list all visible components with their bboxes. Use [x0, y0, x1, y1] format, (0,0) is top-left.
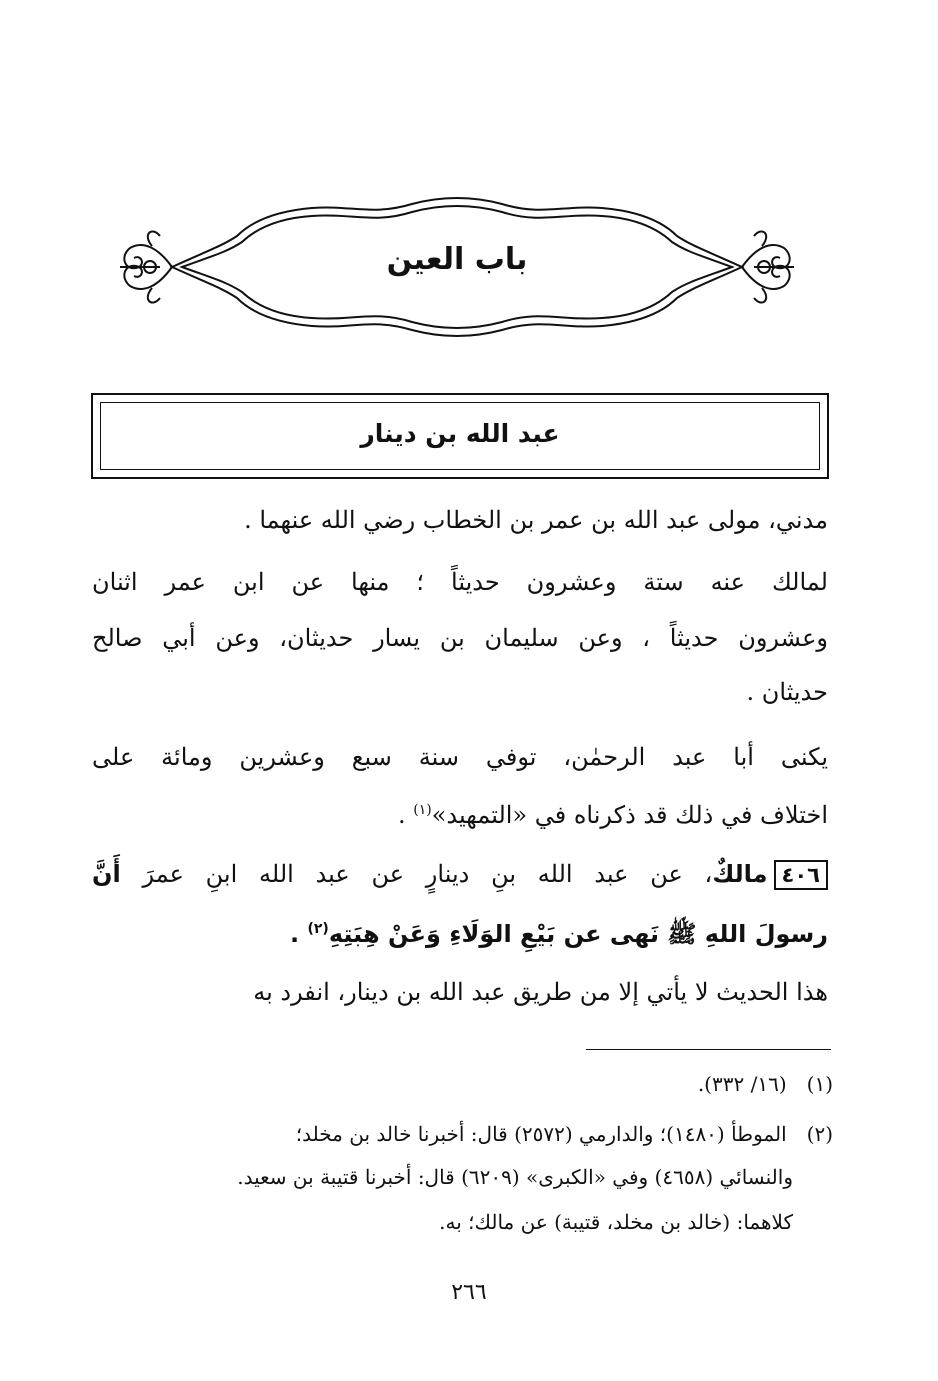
footnote-ref-1[interactable]: (١): [413, 802, 432, 818]
chapter-cartouche: [112, 196, 802, 338]
footnote-ref-2[interactable]: (٢): [307, 921, 329, 937]
chapter-title: باب العين: [386, 242, 528, 277]
paragraph-kunya-text: اختلاف في ذلك قد ذكرناه في «التمهيد»: [431, 801, 828, 829]
hadith-anna: أَنَّ: [92, 860, 121, 888]
hadith-line-2: [290, 913, 828, 950]
hadith-line-1: [92, 858, 828, 890]
footnote-1: [698, 1070, 833, 1098]
period: .: [289, 920, 308, 948]
paragraph-kunya-line-1: يكنى أبا عبد الرحمٰن، توفي سنة سبع وعشرين ومائة على: [92, 743, 828, 771]
section-title: عبد الله بن دينار: [360, 419, 560, 448]
paragraph-biography: مدني، مولى عبد الله بن عمر بن الخطاب رضي الله عنهما .: [244, 506, 828, 534]
footnote-text: الموطأ (١٤٨٠)؛ والدارمي (٢٥٧٢) قال: أخبرنا خالد بن مخلد؛: [295, 1122, 787, 1146]
hadith-matn: رسولَ اللهِ ﷺ نَهى عن بَيْعِ الوَلَاءِ وَعَنْ هِبَتِهِ: [328, 920, 828, 948]
footnote-mark: (١): [806, 1072, 833, 1096]
footnote-separator: [586, 1049, 831, 1050]
paragraph-commentary: هذا الحديث لا يأتي إلا من طريق عبد الله بن دينار، انفرد به: [253, 978, 828, 1006]
paragraph-kunya-line-2: [398, 794, 828, 831]
hadith-narrator-malik: مالكٌ: [712, 860, 768, 888]
footnote-2-line-1: [296, 1120, 833, 1148]
hadith-number-badge: ٤٠٦: [774, 860, 828, 890]
period: .: [398, 801, 414, 829]
paragraph-count-line-1: لمالك عنه ستة وعشرون حديثاً ؛ منها عن ابن عمر اثنان: [92, 568, 828, 596]
footnote-text: (١٦/ ٣٣٢).: [697, 1072, 787, 1096]
footnote-2-line-3: كلاهما: (خالد بن مخلد، قتيبة) عن مالك؛ به.: [439, 1210, 793, 1234]
footnote-2-line-2: والنسائي (٤٦٥٨) وفي «الكبرى» (٦٢٠٩) قال: أخبرنا قتيبة بن سعيد.: [237, 1165, 793, 1189]
paragraph-count-line-3: حديثان .: [746, 678, 828, 706]
paragraph-count-line-2: وعشرون حديثاً ، وعن سليمان بن يسار حديثان، وعن أبي صالح: [92, 624, 828, 652]
page-number: ٢٦٦: [451, 1280, 487, 1305]
hadith-chain: ، عن عبد الله بنِ دينارٍ عن عبد الله ابنِ عمرَ: [142, 860, 713, 888]
footnote-mark: (٢): [806, 1122, 833, 1146]
section-heading-box: [91, 393, 829, 479]
